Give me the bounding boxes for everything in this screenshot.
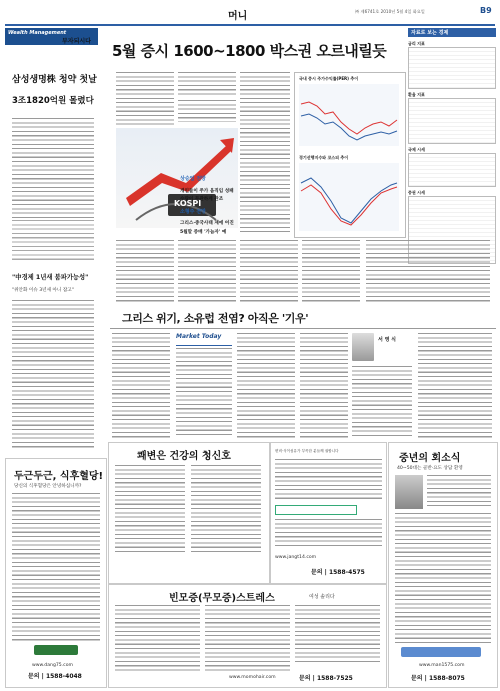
data-sec3-table [408,153,496,187]
ad3-subtitle: 여성 솔리다 [309,594,335,600]
data-sec3-title: 국제 시세 [408,147,425,152]
sec-body-col5 [352,366,412,438]
header-rule [5,24,495,26]
data-sec1-title: 금리 지표 [408,41,425,46]
ad1-phone: 문의 | 1588-4048 [28,673,82,680]
data-panel-title: 자료로 보는 경제 [408,28,496,37]
ad-middle-age[interactable] [388,442,498,688]
chart1-title: 국내 증시 주가수익률(PER) 추이 [299,76,359,81]
article1-title: 삼성생명株 청약 첫날 [12,75,97,85]
charts-box [294,72,406,238]
article2-title: "中경제 1년새 붐파가능성" [12,274,89,281]
second-headline: 그리스 위기, 소유럽 전염? 아직은 '기우' [122,312,309,325]
market-today-box [176,333,232,346]
ad1-body [12,493,100,643]
ad2-subtitle: 변비·식이섬유가 부족한 분들께 권합니다 [275,449,339,453]
ad3-body-1 [115,605,200,671]
ad4-title: 중년의 회소식 [399,453,461,464]
ad3-title: 빈모증(무모증)스트레스 [169,593,275,604]
ad3-body-2 [205,605,290,671]
ad2-searchbox[interactable] [275,505,357,515]
main-body-col7 [302,240,360,302]
main-body-col3 [178,100,236,122]
ad1-url: www.dang75.com [32,663,73,668]
ad2-body-extra [275,459,382,499]
chart2-bg [299,163,399,231]
ad3-phone: 문의 | 1588-7525 [299,675,353,682]
article1-subtitle: 3조1820억원 몰렸다 [12,96,94,106]
main-body-col1 [116,72,174,127]
issue-info: ㈜ 제6741호 2010년 5월 4일 화요일 [355,9,425,14]
ad1-logo [34,645,78,655]
sub-heading-1: 상승업 전망 [180,176,206,182]
ad4-body-top [427,475,491,509]
sec-body-col2 [176,348,232,438]
sec-body-col1 [112,333,170,438]
ad4-phone: 문의 | 1588-8075 [411,675,465,682]
sub-heading-4: 소형주 전망 [180,209,206,215]
main-body-col6 [240,240,298,302]
author-name: 서 영 식 [378,337,396,343]
ad4-url: www.man1575.com [419,663,465,668]
sec-body-col6 [418,333,492,438]
chart2-title: 경기선행지수와 코스피 추이 [299,155,349,160]
ad2-body-right [191,465,261,553]
brand-en: Wealth Management [8,30,67,36]
ad2-body-extra2 [275,519,382,549]
ad3-url: www.momohair.com [229,675,276,680]
data-sec2-title: 환율 지표 [408,92,425,97]
ad4-photo [395,475,423,509]
ad3-body-3 [295,605,380,663]
section-title: 머니 [228,11,248,22]
sub-heading-6: 5월말 증매 '가늠자' 예 [180,230,227,235]
header-bar [0,0,500,30]
sub-heading-2: 개인들이 주가 움직임 성패 [180,189,234,194]
ad-blood-sugar[interactable] [5,458,107,688]
kospi-illustration [116,128,238,228]
sub-heading-3: 수량이 무관하게 관조 [180,197,224,202]
ad1-title: 두근두근, 식후혈당! [14,471,104,482]
author-photo [352,333,374,361]
data-sec4-title: 증권 시세 [408,190,425,195]
main-body-col4 [116,240,174,302]
chart2-svg [299,163,399,231]
right-body-text [366,240,490,302]
article1-body [12,118,94,218]
data-sec2-table [408,98,496,144]
main-body-col2 [178,72,236,98]
ad-bowel[interactable] [108,442,270,584]
article2-subtitle: "위안화 이슈 3년새 아니 잡고" [12,288,74,293]
article2-body [12,300,94,450]
page-number: B9 [480,6,492,15]
brand-ko: 부자되시다 [62,38,91,45]
ad2-url: www.jangt14.com [275,555,317,560]
kospi-illustration-svg [116,128,238,228]
ad4-logo [401,647,481,657]
market-today-label: Market Today [176,333,222,340]
sub-heading-5: 그리스·중국사태 재에 어진 [180,221,234,226]
main-headline: 5월 증시 1600~1800 박스권 오르내릴듯 [112,42,387,60]
sec-body-col3 [237,333,295,438]
chart1-bg [299,84,399,146]
ad1-subtitle: 당신의 식후혈당은 안녕하십니까? [14,484,82,489]
main-body-col8 [240,72,290,232]
data-sec1-table [408,47,496,89]
article1-body-b [12,220,94,260]
ad2-body-left [115,465,185,553]
chart1-svg [299,84,399,146]
ad2-title: 쾌변은 건강의 청신호 [137,451,231,462]
kospi-label: KOSPI [174,199,202,208]
second-headline-rule [110,328,496,329]
ad2-phone: 문의 | 1588-4575 [311,569,365,576]
ad4-subtitle: 40~50대는 골반·요도 상담 환영 [397,466,463,471]
main-body-col5 [178,240,236,302]
ad4-body [395,513,491,643]
sec-body-col4 [300,333,348,438]
ad-bowel-right[interactable] [270,442,387,584]
ad-hair[interactable] [108,584,387,688]
